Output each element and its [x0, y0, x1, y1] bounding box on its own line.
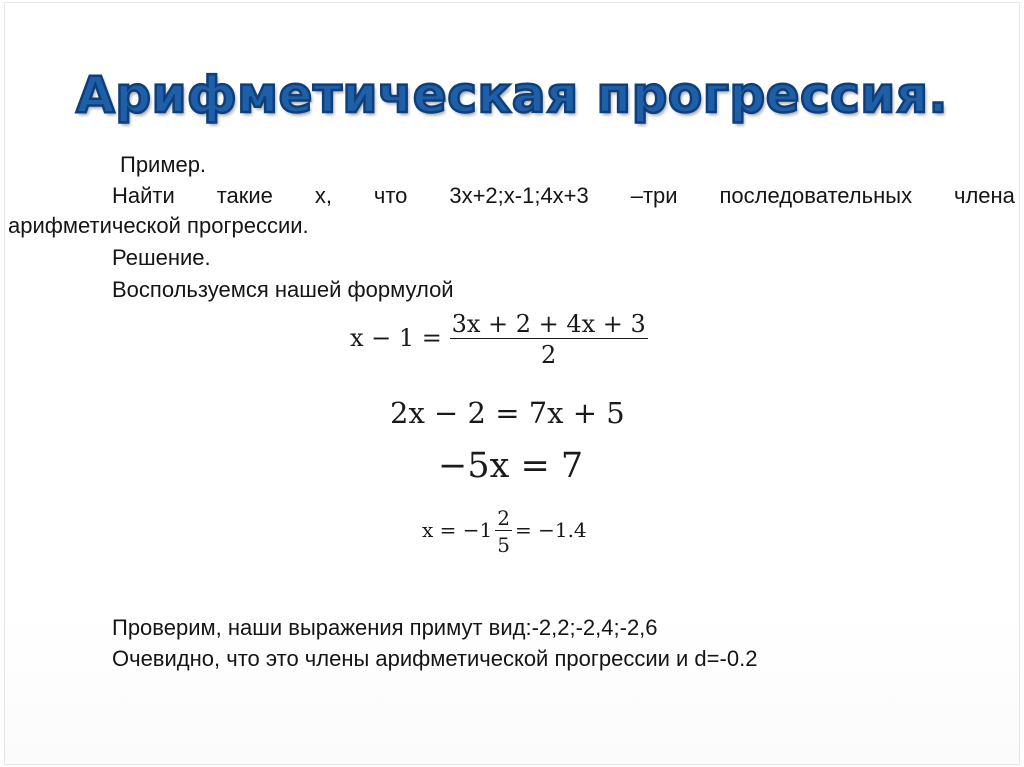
slide-title: Арифметическая прогрессия. [76, 66, 948, 124]
equation-1-fraction [450, 310, 648, 369]
equation-4 [422, 506, 587, 557]
task-word: такие [216, 183, 273, 208]
equation-4-denominator: 5 [495, 530, 512, 557]
equation-3: −5x = 7 [438, 446, 584, 486]
equation-4-rhs: = −1.4 [514, 518, 587, 542]
equation-1-numerator: 3x + 2 + 4x + 3 [451, 310, 646, 338]
task-word: последовательных [719, 183, 913, 208]
equation-2: 2x − 2 = 7x + 5 [390, 396, 625, 430]
equation-1-denominator: 2 [450, 338, 648, 369]
equation-1 [350, 310, 648, 369]
task-line-2: арифметической прогрессии. [8, 213, 309, 238]
conclusion-line: Очевидно, что это члены арифметической прогрессии и d=-0.2 [112, 646, 758, 671]
equation-1-lhs: x − 1 = [350, 324, 442, 352]
task-word: члена [954, 183, 1015, 208]
check-line: Проверим, наши выражения примут вид:-2,2;-2,4;-2,6 [112, 615, 658, 640]
task-word: что [373, 183, 408, 208]
equation-4-numerator: 2 [497, 506, 510, 530]
task-line-1 [112, 182, 1015, 210]
formula-intro: Воспользуемся нашей формулой [112, 277, 454, 302]
example-label: Пример. [120, 152, 207, 177]
task-word: х, [314, 183, 332, 208]
equation-4-fraction [495, 506, 512, 557]
task-word: 3х+2;х-1;4х+3 [449, 183, 589, 208]
equation-4-lhs: x = −1 [422, 518, 493, 542]
task-word: –три [630, 183, 678, 208]
solution-label: Решение. [112, 245, 211, 270]
task-word: Найти [112, 183, 175, 208]
